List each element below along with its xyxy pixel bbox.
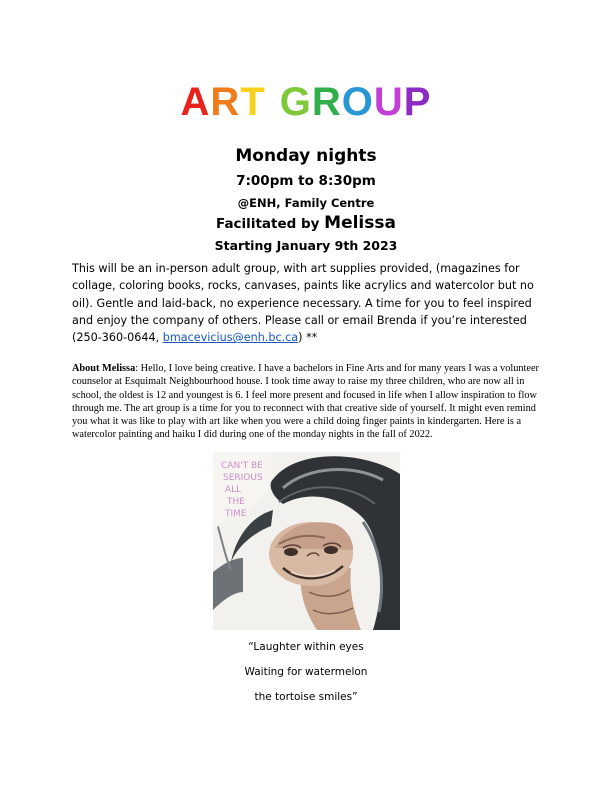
tortoise-watercolor-painting <box>213 452 400 630</box>
title-letter: O <box>341 80 374 124</box>
schedule-day: Monday nights <box>235 146 377 166</box>
flyer-title <box>0 78 612 126</box>
facilitator-name: Melissa <box>324 213 396 233</box>
start-date: Starting January 9th 2023 <box>214 238 398 253</box>
caption-line: SERIOUS <box>223 473 263 483</box>
haiku-line-3: the tortoise smiles” <box>254 691 358 703</box>
about-label: About Melissa <box>72 363 136 374</box>
title-letter: U <box>373 80 404 124</box>
schedule-location: @ENH, Family Centre <box>237 196 375 210</box>
facilitator-line <box>0 213 612 233</box>
about-text: : Hello, I love being creative. I have a bachelors in Fine Arts and for many years I was a volunteer counselor at Esquimalt Neighbourhood house. I took time away to raise my three children, who are now all in school, the oldest is 12 and youngest is 6. I feel more present and focused in life when I allow inspiration to flow through me. The art group is a time for you to reconnect with that creative side of yourself. It might even remind you what it was like to play with art like when you were a child doing finger paints in kindergarten. Here is a watercolor painting and haiku I did during one of the monday nights in the fall of 2022. <box>72 363 539 441</box>
caption-line: THE <box>227 497 245 507</box>
intro-text-end: ) ** <box>298 331 318 345</box>
caption-line: CAN'T BE <box>221 461 263 471</box>
schedule-time: 7:00pm to 8:30pm <box>236 173 376 189</box>
title-letter: A <box>180 80 211 124</box>
intro-text: This will be an in-person adult group, with art supplies provided, (magazines for collage, coloring books, rocks, canvases, paints like acrylics and watercolor but no oil). Gentle and laid-back, no experience necessary. A time for you to feel inspired and enjoy the company of others. Please call or email Brenda if you’re interested (250-360-0644, <box>72 262 534 345</box>
facilitated-prefix: Facilitated by <box>216 216 325 232</box>
title-letter: G <box>279 80 312 124</box>
email-link[interactable]: bmacevicius@enh.bc.ca <box>162 331 299 345</box>
title-letter: T <box>240 80 266 124</box>
haiku-line-1: “Laughter within eyes <box>248 641 364 653</box>
caption-line: TIME <box>225 509 247 519</box>
about-paragraph <box>72 362 542 442</box>
title-letter: R <box>311 80 342 124</box>
haiku-line-2: Waiting for watermelon <box>244 666 368 678</box>
title-letter: P <box>403 80 432 124</box>
title-letter: R <box>210 80 241 124</box>
caption-line: ALL <box>225 485 242 495</box>
intro-paragraph <box>72 260 540 346</box>
